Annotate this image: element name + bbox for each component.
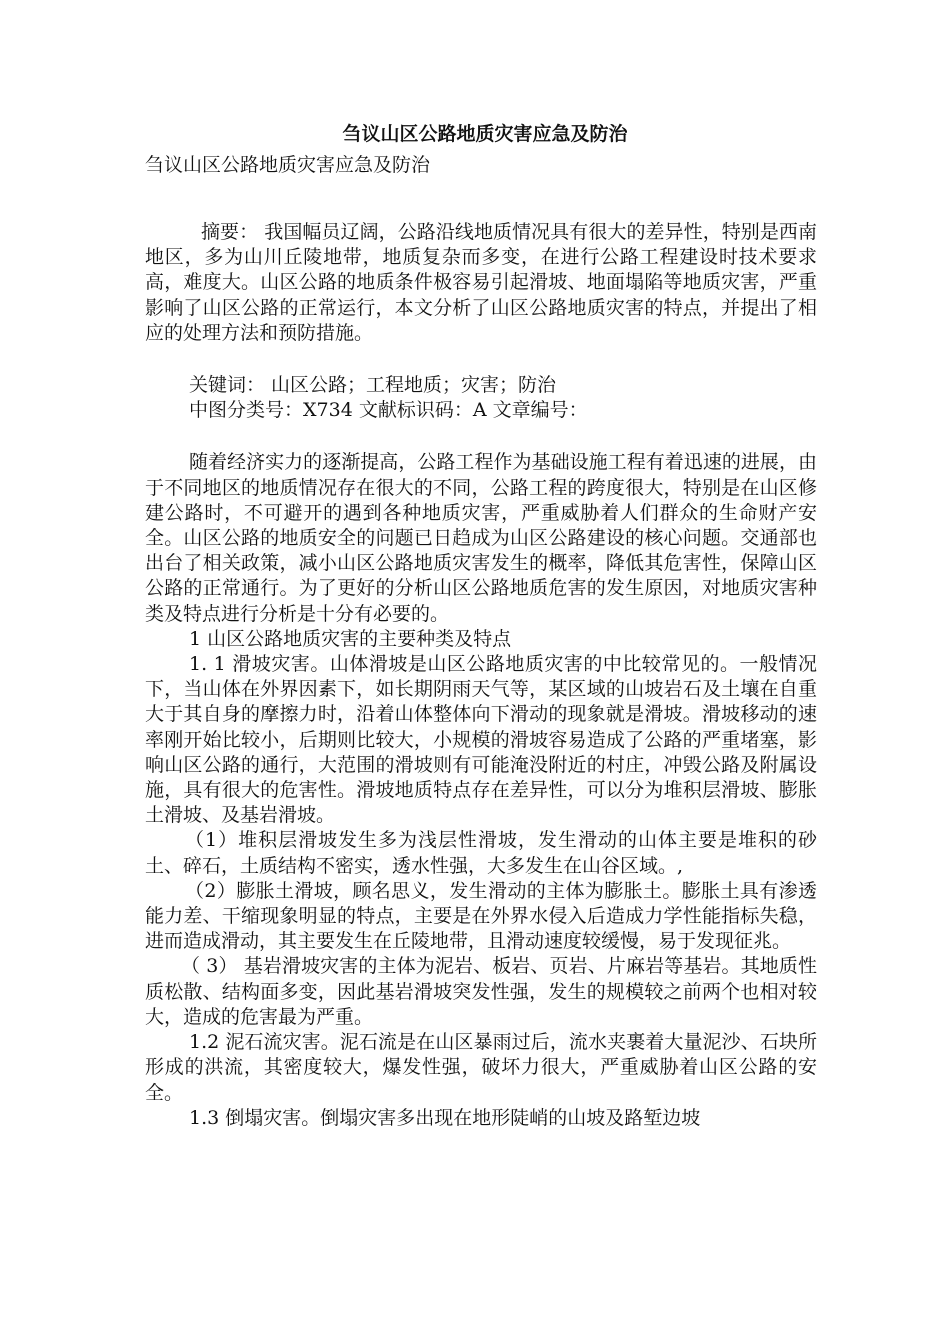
section-1-1-item-2: （2）膨胀土滑坡，顾名思义，发生滑动的主体为膨胀土。膨胀土具有渗透能力差、干缩现象明显的特点，主要是在外界水侵入后造成力学性能指标失稳，进而造成滑动，其主要发生在丘陵地带，且滑动速度较缓慢，易于发现征兆。	[145, 879, 817, 953]
classification-line: 中图分类号：X734 文献标识码：A 文章编号：	[189, 399, 588, 422]
section-1-1-item-3: （ 3） 基岩滑坡灾害的主体为泥岩、板岩、页岩、片麻岩等基岩。其地质性质松散、结构面多变，因此基岩滑坡突发性强，发生的规模较之前两个也相对较大，造成的危害最为严重。	[145, 955, 817, 1028]
document-title: 刍议山区公路地质灾害应急及防治	[342, 123, 628, 145]
section-1-1-paragraph: 1. 1 滑坡灾害。山体滑坡是山区公路地质灾害的中比较常见的。一般情况下，当山体在外界因素下，如长期阴雨天气等，某区域的山坡岩石及土壤在自重大于其自身的摩擦力时，沿着山体整体向下滑动的现象就是滑坡。滑坡移动的速率刚开始比较小，后期则比较大，小规模的滑坡容易造成了公路的严重堵塞，影响山区公路的通行，大范围的滑坡则有可能淹没附近的村庄，冲毁公路及附属设施，具有很大的危害性。滑坡地质特点存在差异性，可以分为堆积层滑坡、膨胀土滑坡、及基岩滑坡。	[145, 653, 817, 827]
document-page	[145, 118, 817, 1131]
abstract-paragraph: 摘要： 我国幅员辽阔，公路沿线地质情况具有很大的差异性，特别是西南地区，多为山川丘陵地带，地质复杂而多变，在进行公路工程建设时技术要求高，难度大。山区公路的地质条件极容易引起滑坡、地面塌陷等地质灾害，严重影响了山区公路的正常运行，本文分析了山区公路地质灾害的特点，并提出了相应的处理方法和预防措施。	[145, 221, 817, 344]
section-1-2-paragraph: 1.2 泥石流灾害。泥石流是在山区暴雨过后，流水夹裹着大量泥沙、石块所形成的洪流，其密度较大，爆发性强，破坏力很大，严重威胁着山区公路的安全。	[145, 1031, 817, 1104]
keywords-line: 关键词： 山区公路；工程地质；灾害；防治	[189, 374, 557, 397]
document-subtitle: 刍议山区公路地质灾害应急及防治	[145, 154, 431, 176]
section-1-1-item-1: （1）堆积层滑坡发生多为浅层性滑坡，发生滑动的山体主要是堆积的砂土、碎石，土质结构不密实，透水性强，大多发生在山谷区域。,	[145, 829, 817, 877]
section-heading-1: 1 山区公路地质灾害的主要种类及特点	[189, 627, 512, 650]
intro-paragraph: 随着经济实力的逐渐提高，公路工程作为基础设施工程有着迅速的进展，由于不同地区的地质情况存在很大的不同，公路工程的跨度很大，特别是在山区修建公路时，不可避开的遇到各种地质灾害，严重威胁着人们群众的生命财产安全。山区公路的地质安全的问题已日趋成为山区公路建设的核心问题。交通部也出台了相关政策，减小山区公路地质灾害发生的概率，降低其危害性，保障山区公路的正常通行。为了更好的分析山区公路地质危害的发生原因，对地质灾害种类及特点进行分析是十分有必要的。	[145, 451, 817, 625]
section-1-3-paragraph: 1.3 倒塌灾害。倒塌灾害多出现在地形陡峭的山坡及路堑边坡	[189, 1106, 701, 1129]
